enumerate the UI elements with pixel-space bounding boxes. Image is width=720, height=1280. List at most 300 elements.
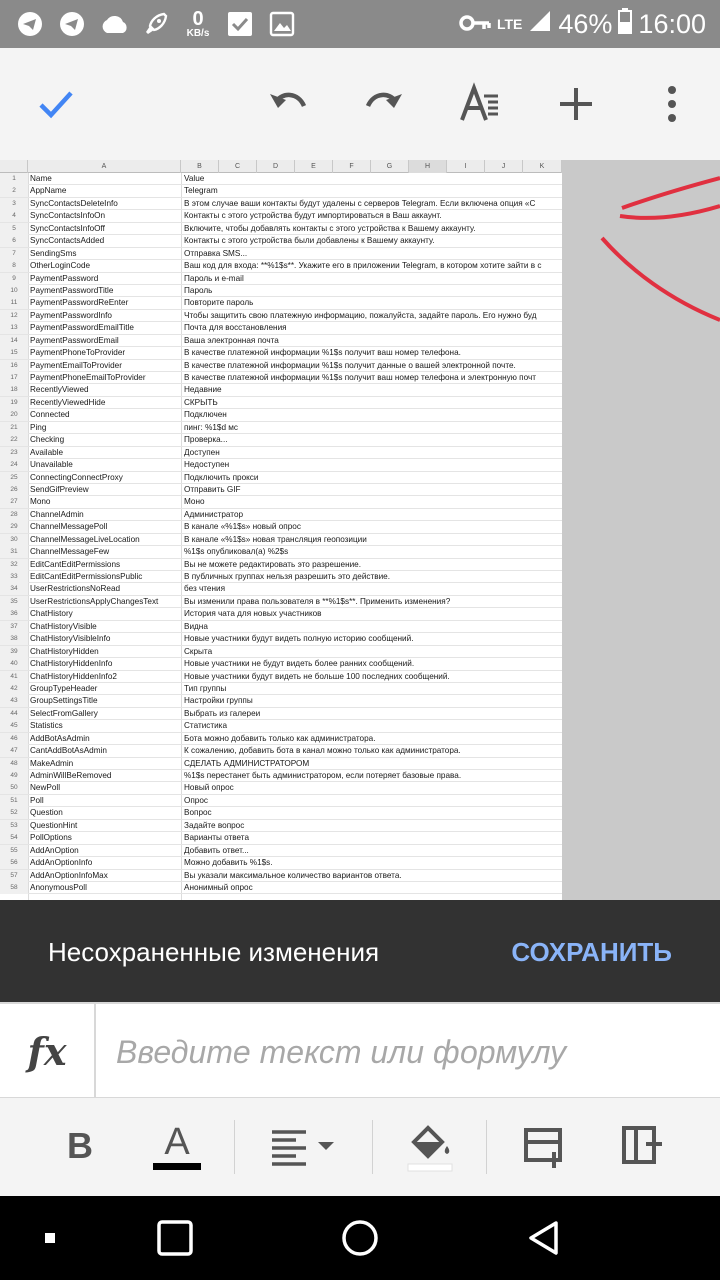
cell-value[interactable]: Новые участники будут видеть не больше 100 последних сообщений. bbox=[184, 671, 450, 681]
undo-button[interactable] bbox=[260, 76, 316, 132]
formula-input[interactable] bbox=[116, 1032, 706, 1072]
clock: 16:00 bbox=[638, 8, 706, 39]
cell-value[interactable]: В качестве платежной информации %1$s получит данные о вашей электронной почте. bbox=[184, 360, 516, 370]
cell-value[interactable]: Задайте вопрос bbox=[184, 820, 245, 830]
row-number[interactable]: 27 bbox=[0, 496, 28, 508]
table-row[interactable] bbox=[0, 409, 562, 421]
key-icon bbox=[459, 9, 491, 40]
cell-name[interactable]: PaymentPassword bbox=[30, 273, 99, 283]
table-row[interactable] bbox=[0, 397, 562, 409]
row-number[interactable]: 51 bbox=[0, 795, 28, 807]
table-row[interactable] bbox=[0, 223, 562, 235]
cell-name[interactable]: Poll bbox=[30, 795, 44, 805]
app-toolbar bbox=[0, 48, 720, 160]
bold-label: B bbox=[67, 1125, 93, 1166]
row-number[interactable]: 45 bbox=[0, 720, 28, 732]
row-number[interactable]: 9 bbox=[0, 273, 28, 285]
column-header[interactable]: A bbox=[28, 160, 181, 173]
cell-value[interactable]: Чтобы защитить свою платежную информацию, пожалуйста, задайте пароль. Его нужно буд bbox=[184, 310, 537, 320]
cell-name[interactable]: Statistics bbox=[30, 721, 63, 731]
column-header[interactable]: I bbox=[447, 160, 485, 173]
row-number[interactable]: 5 bbox=[0, 223, 28, 235]
table-row[interactable] bbox=[0, 733, 562, 745]
divider bbox=[372, 1120, 373, 1174]
table-row[interactable] bbox=[0, 235, 562, 247]
cell-name[interactable]: SyncContactsDeleteInfo bbox=[30, 198, 118, 208]
sheet-rows bbox=[0, 173, 562, 894]
row-number[interactable]: 24 bbox=[0, 459, 28, 471]
cell-name[interactable]: AdminWillBeRemoved bbox=[30, 771, 112, 780]
status-bar bbox=[0, 0, 720, 48]
cell-name[interactable]: Mono bbox=[30, 497, 51, 507]
cell-value[interactable]: Новый опрос bbox=[184, 783, 234, 793]
cell-value[interactable]: Вы не можете редактировать это разрешение. bbox=[184, 559, 361, 569]
cell-name[interactable]: PaymentPasswordTitle bbox=[30, 285, 114, 295]
check-icon bbox=[36, 84, 76, 124]
row-number[interactable]: 18 bbox=[0, 384, 28, 396]
row-number[interactable]: 58 bbox=[0, 882, 28, 894]
square-icon bbox=[157, 1220, 193, 1256]
table-row[interactable] bbox=[0, 248, 562, 260]
cell-value[interactable]: В этом случае ваши контакты будут удалены с серверов Telegram. Если включена опция «С bbox=[184, 198, 536, 208]
row-number[interactable]: 26 bbox=[0, 484, 28, 496]
table-row[interactable] bbox=[0, 185, 562, 197]
cell-value[interactable]: СДЕЛАТЬ АДМИНИСТРАТОРОМ bbox=[184, 758, 310, 768]
cell-name[interactable]: AddBotAsAdmin bbox=[30, 733, 90, 743]
cell-value[interactable]: В канале «%1$s» новая трансляция геопозиции bbox=[184, 534, 367, 544]
row-number[interactable]: 35 bbox=[0, 596, 28, 608]
cell-value[interactable]: Можно добавить %1$s. bbox=[184, 858, 273, 868]
cell-name[interactable]: ChatHistoryHidden bbox=[30, 646, 99, 656]
row-number[interactable]: 30 bbox=[0, 534, 28, 546]
cell-name[interactable]: ChannelMessageLiveLocation bbox=[30, 534, 140, 544]
table-row[interactable] bbox=[0, 198, 562, 210]
insert-row-button[interactable] bbox=[516, 1118, 572, 1174]
cell-value[interactable]: Статистика bbox=[184, 721, 228, 731]
cell-value[interactable]: Подключен bbox=[184, 410, 227, 420]
cell-name[interactable]: Checking bbox=[30, 435, 65, 445]
cell-value[interactable]: Контакты с этого устройства были добавлены к Вашему аккаунту. bbox=[184, 236, 435, 246]
row-number[interactable]: 32 bbox=[0, 559, 28, 571]
telegram-notification-icon bbox=[14, 8, 46, 40]
row-number[interactable]: 20 bbox=[0, 409, 28, 421]
cell-name[interactable]: PaymentPasswordEmail bbox=[30, 335, 119, 345]
table-row[interactable] bbox=[0, 795, 562, 807]
more-vert-icon bbox=[666, 84, 678, 124]
table-row[interactable] bbox=[0, 322, 562, 334]
table-row[interactable] bbox=[0, 807, 562, 819]
table-row[interactable] bbox=[0, 857, 562, 869]
square-small-icon bbox=[45, 1233, 55, 1243]
cell-value[interactable]: Включите, чтобы добавлять контакты с этого устройства к Вашему аккаунту. bbox=[184, 223, 476, 233]
row-number[interactable]: 8 bbox=[0, 260, 28, 272]
cell-name[interactable]: SyncContactsInfoOn bbox=[30, 211, 106, 221]
table-row[interactable] bbox=[0, 434, 562, 446]
table-row[interactable] bbox=[0, 372, 562, 384]
table-row[interactable] bbox=[0, 285, 562, 297]
row-number[interactable]: 19 bbox=[0, 397, 28, 409]
row-number[interactable]: 4 bbox=[0, 210, 28, 222]
row-number[interactable]: 39 bbox=[0, 646, 28, 658]
row-number[interactable]: 49 bbox=[0, 770, 28, 782]
cell-value[interactable]: Отправка SMS... bbox=[184, 248, 248, 258]
cell-value[interactable]: Проверка... bbox=[184, 435, 228, 445]
cell-value[interactable]: Новые участники не будут видеть более ранних сообщений. bbox=[184, 659, 415, 669]
row-number[interactable]: 6 bbox=[0, 235, 28, 247]
cell-value[interactable]: Вы указали максимальное количество вариантов ответа. bbox=[184, 870, 402, 880]
table-row[interactable] bbox=[0, 770, 562, 782]
column-header[interactable]: C bbox=[219, 160, 257, 173]
row-number[interactable]: 2 bbox=[0, 185, 28, 197]
cell-name[interactable]: Connected bbox=[30, 410, 70, 420]
add-icon bbox=[556, 84, 596, 124]
cell-name[interactable]: ChatHistoryVisibleInfo bbox=[30, 634, 111, 644]
table-row[interactable] bbox=[0, 845, 562, 857]
table-row[interactable] bbox=[0, 646, 562, 658]
column-header[interactable]: G bbox=[371, 160, 409, 173]
table-row[interactable] bbox=[0, 720, 562, 732]
cell-name[interactable]: AddAnOption bbox=[30, 845, 79, 855]
cell-name[interactable]: Question bbox=[30, 808, 63, 818]
cell-value[interactable]: Пароль и e-mail bbox=[184, 273, 244, 283]
cell-name[interactable]: AddAnOptionInfoMax bbox=[30, 870, 108, 880]
cell-name[interactable]: ChatHistoryVisible bbox=[30, 621, 97, 631]
cell-name[interactable]: UserRestrictionsApplyChangesText bbox=[30, 596, 159, 606]
cell-name[interactable]: GroupTypeHeader bbox=[30, 683, 98, 693]
table-row[interactable] bbox=[0, 832, 562, 844]
row-number[interactable]: 40 bbox=[0, 658, 28, 670]
cell-value[interactable]: Администратор bbox=[184, 509, 244, 519]
cell-name[interactable]: SyncContactsAdded bbox=[30, 236, 105, 246]
table-row[interactable] bbox=[0, 658, 562, 670]
cell-name[interactable]: PaymentPasswordInfo bbox=[30, 310, 112, 320]
cell-name[interactable]: SendGifPreview bbox=[30, 484, 89, 494]
table-row[interactable] bbox=[0, 546, 562, 558]
cell-name[interactable]: QuestionHint bbox=[30, 820, 78, 830]
fill-color-button[interactable] bbox=[402, 1118, 458, 1174]
table-row[interactable] bbox=[0, 683, 562, 695]
row-number[interactable]: 46 bbox=[0, 733, 28, 745]
row-number[interactable]: 53 bbox=[0, 820, 28, 832]
cell-name[interactable]: EditCantEditPermissionsPublic bbox=[30, 572, 143, 581]
row-number[interactable]: 34 bbox=[0, 583, 28, 595]
cell-name[interactable]: ChatHistoryHiddenInfo2 bbox=[30, 671, 117, 681]
table-row[interactable] bbox=[0, 621, 562, 633]
undo-icon bbox=[266, 82, 310, 126]
row-number[interactable]: 33 bbox=[0, 571, 28, 583]
cell-name[interactable]: ConnectingConnectProxy bbox=[30, 472, 123, 482]
cell-value[interactable]: Почта для восстановления bbox=[184, 323, 287, 333]
cell-value[interactable]: Вы изменили права пользователя в **%1$s**. Применить изменения? bbox=[184, 596, 451, 606]
more-options-button[interactable] bbox=[644, 76, 700, 132]
cell-value[interactable]: %1$s опубликовал(а) %2$s bbox=[184, 547, 289, 557]
cell-name[interactable]: RecentlyViewedHide bbox=[30, 397, 106, 407]
cell-name[interactable]: ChannelAdmin bbox=[30, 509, 84, 519]
table-row[interactable] bbox=[0, 782, 562, 794]
navigation-bar bbox=[0, 1196, 720, 1280]
cell-name[interactable]: ChatHistory bbox=[30, 609, 73, 619]
cell-name[interactable]: UserRestrictionsNoRead bbox=[30, 584, 121, 594]
cell-value[interactable]: В качестве платежной информации %1$s получит ваш номер телефона и электронную почт bbox=[184, 373, 536, 382]
cell-value[interactable]: Новые участники будут видеть полную историю сообщений. bbox=[184, 634, 414, 644]
cell-value[interactable]: Ваша электронная почта bbox=[184, 335, 279, 345]
cell-value[interactable]: В публичных группах нельзя разрешить это действие. bbox=[184, 572, 390, 581]
row-number[interactable]: 38 bbox=[0, 633, 28, 645]
cell-value[interactable]: В канале «%1$s» новый опрос bbox=[184, 522, 301, 532]
table-row[interactable] bbox=[0, 708, 562, 720]
row-number[interactable]: 15 bbox=[0, 347, 28, 359]
cell-name[interactable]: ChannelMessagePoll bbox=[30, 522, 108, 532]
row-number[interactable]: 25 bbox=[0, 472, 28, 484]
red-annotation-scribble bbox=[590, 160, 720, 490]
table-row[interactable] bbox=[0, 335, 562, 347]
signal-icon bbox=[528, 9, 552, 40]
cell-name[interactable]: MakeAdmin bbox=[30, 758, 74, 768]
cloud-icon bbox=[98, 8, 130, 40]
cell-name[interactable]: SelectFromGallery bbox=[30, 708, 98, 718]
column-header[interactable]: E bbox=[295, 160, 333, 173]
table-row[interactable] bbox=[0, 758, 562, 770]
table-row[interactable] bbox=[0, 882, 562, 894]
cell-name[interactable]: PaymentPasswordReEnter bbox=[30, 298, 129, 308]
table-row[interactable] bbox=[0, 521, 562, 533]
table-row[interactable] bbox=[0, 347, 562, 359]
save-button[interactable]: СОХРАНИТЬ bbox=[511, 937, 672, 967]
cell-name[interactable]: GroupSettingsTitle bbox=[30, 696, 98, 706]
table-row[interactable] bbox=[0, 496, 562, 508]
table-row[interactable] bbox=[0, 360, 562, 372]
unsaved-changes-snackbar bbox=[0, 900, 720, 1002]
cell-name[interactable]: ChatHistoryHiddenInfo bbox=[30, 659, 113, 669]
column-header[interactable]: F bbox=[333, 160, 371, 173]
cell-value[interactable]: Анонимный опрос bbox=[184, 882, 253, 892]
cell-value[interactable]: Моно bbox=[184, 497, 205, 507]
cell-value[interactable]: СКРЫТЬ bbox=[184, 397, 218, 407]
table-row[interactable] bbox=[0, 297, 562, 309]
cell-name[interactable]: CantAddBotAsAdmin bbox=[30, 746, 107, 756]
row-number[interactable]: 42 bbox=[0, 683, 28, 695]
cell-name[interactable]: AnonymousPoll bbox=[30, 882, 87, 892]
cell-value[interactable]: Опрос bbox=[184, 795, 209, 805]
telegram-notification-icon bbox=[56, 8, 88, 40]
cell-value[interactable]: Бота можно добавить только как администратора. bbox=[184, 733, 376, 743]
table-row[interactable] bbox=[0, 633, 562, 645]
insert-button[interactable] bbox=[548, 76, 604, 132]
cell-value[interactable]: Подключить прокси bbox=[184, 472, 259, 482]
table-row[interactable] bbox=[0, 310, 562, 322]
insert-column-button[interactable] bbox=[614, 1118, 670, 1174]
row-number[interactable]: 14 bbox=[0, 335, 28, 347]
cell-name[interactable]: PaymentPhoneToProvider bbox=[30, 348, 126, 358]
cell-value[interactable]: Telegram bbox=[184, 186, 218, 196]
cell-value[interactable]: Value bbox=[184, 174, 205, 183]
table-row[interactable] bbox=[0, 484, 562, 496]
row-number[interactable]: 1 bbox=[0, 173, 28, 185]
network-speed-unit: KB/s bbox=[186, 28, 210, 39]
row-number[interactable]: 7 bbox=[0, 248, 28, 260]
table-row[interactable] bbox=[0, 173, 562, 185]
column-header-row bbox=[0, 160, 562, 173]
cell-name[interactable]: SyncContactsInfoOff bbox=[30, 223, 105, 233]
cell-value[interactable]: Выбрать из галереи bbox=[184, 708, 261, 718]
row-number[interactable]: 13 bbox=[0, 322, 28, 334]
back-nav-button[interactable] bbox=[522, 1216, 566, 1260]
table-row[interactable] bbox=[0, 447, 562, 459]
cell-value[interactable]: пинг: %1$d мс bbox=[184, 422, 239, 432]
table-row[interactable] bbox=[0, 422, 562, 434]
row-number[interactable]: 47 bbox=[0, 745, 28, 757]
cell-value[interactable]: История чата для новых участников bbox=[184, 609, 322, 619]
row-number[interactable]: 36 bbox=[0, 608, 28, 620]
cell-name[interactable]: SendingSms bbox=[30, 248, 77, 258]
table-row[interactable] bbox=[0, 260, 562, 272]
cell-value[interactable]: Добавить ответ... bbox=[184, 845, 249, 855]
cell-value[interactable]: Настройки группы bbox=[184, 696, 253, 706]
row-number[interactable]: 56 bbox=[0, 857, 28, 869]
cell-value[interactable]: без чтения bbox=[184, 584, 226, 594]
row-number[interactable]: 16 bbox=[0, 360, 28, 372]
column-header[interactable]: D bbox=[257, 160, 295, 173]
row-number[interactable]: 12 bbox=[0, 310, 28, 322]
spreadsheet-grid[interactable] bbox=[0, 160, 562, 900]
table-row[interactable] bbox=[0, 472, 562, 484]
cell-name[interactable]: Ping bbox=[30, 422, 47, 432]
row-number[interactable]: 23 bbox=[0, 447, 28, 459]
table-row[interactable] bbox=[0, 671, 562, 683]
cell-name[interactable]: PaymentEmailToProvider bbox=[30, 360, 122, 370]
table-row[interactable] bbox=[0, 534, 562, 546]
cell-name[interactable]: NewPoll bbox=[30, 783, 61, 793]
row-number[interactable]: 3 bbox=[0, 198, 28, 210]
cell-value[interactable]: Тип группы bbox=[184, 683, 227, 693]
row-number[interactable]: 57 bbox=[0, 870, 28, 882]
done-button[interactable] bbox=[28, 76, 84, 132]
bold-button[interactable] bbox=[52, 1118, 108, 1174]
column-header[interactable]: K bbox=[523, 160, 562, 173]
cell-value[interactable]: Доступен bbox=[184, 447, 220, 457]
column-header[interactable]: J bbox=[485, 160, 523, 173]
divider bbox=[234, 1120, 235, 1174]
recents-nav-button[interactable] bbox=[153, 1216, 197, 1260]
table-row[interactable] bbox=[0, 559, 562, 571]
cell-name[interactable]: Available bbox=[30, 447, 64, 457]
row-number[interactable]: 29 bbox=[0, 521, 28, 533]
text-format-icon bbox=[458, 82, 502, 126]
cell-value[interactable]: Скрыта bbox=[184, 646, 213, 656]
cell-value[interactable]: Контакты с этого устройства будут импортироваться в Ваш аккаунт. bbox=[184, 211, 442, 221]
cell-name[interactable]: PaymentPasswordEmailTitle bbox=[30, 323, 134, 333]
select-all-corner[interactable] bbox=[0, 160, 28, 173]
row-number[interactable]: 11 bbox=[0, 297, 28, 309]
table-row[interactable] bbox=[0, 596, 562, 608]
row-number[interactable]: 28 bbox=[0, 509, 28, 521]
function-button[interactable]: fx bbox=[0, 1004, 96, 1098]
text-format-button[interactable] bbox=[452, 76, 508, 132]
divider bbox=[486, 1120, 487, 1174]
cell-name[interactable]: OtherLoginCode bbox=[30, 261, 91, 271]
table-row[interactable] bbox=[0, 745, 562, 757]
home-nav-button[interactable] bbox=[338, 1216, 382, 1260]
table-row[interactable] bbox=[0, 820, 562, 832]
back-triangle-icon bbox=[526, 1220, 562, 1256]
battery-percent: 46% bbox=[558, 8, 613, 39]
cell-name[interactable]: EditCantEditPermissions bbox=[30, 559, 121, 569]
row-number[interactable]: 22 bbox=[0, 434, 28, 446]
table-row[interactable] bbox=[0, 509, 562, 521]
row-number[interactable]: 50 bbox=[0, 782, 28, 794]
table-row[interactable] bbox=[0, 571, 562, 583]
row-number[interactable]: 37 bbox=[0, 621, 28, 633]
network-type: LTE bbox=[496, 16, 523, 32]
sheet-area[interactable] bbox=[0, 160, 720, 900]
cell-name[interactable]: AppName bbox=[30, 186, 67, 196]
row-number[interactable]: 44 bbox=[0, 708, 28, 720]
row-number[interactable]: 31 bbox=[0, 546, 28, 558]
column-header[interactable]: B bbox=[181, 160, 219, 173]
fill-color-icon bbox=[404, 1120, 456, 1172]
cell-value[interactable]: Недавние bbox=[184, 385, 222, 395]
menu-nav-button[interactable] bbox=[28, 1216, 72, 1260]
align-left-icon bbox=[268, 1126, 338, 1166]
row-number[interactable]: 48 bbox=[0, 758, 28, 770]
cell-name[interactable]: PollOptions bbox=[30, 833, 72, 843]
cell-value[interactable]: Вопрос bbox=[184, 808, 212, 818]
column-header[interactable]: H bbox=[409, 160, 447, 173]
cell-name[interactable]: RecentlyViewed bbox=[30, 385, 89, 395]
text-color-button[interactable] bbox=[148, 1118, 206, 1174]
cell-value[interactable]: Варианты ответа bbox=[184, 833, 249, 843]
row-number[interactable]: 41 bbox=[0, 671, 28, 683]
table-row[interactable] bbox=[0, 210, 562, 222]
battery-icon bbox=[618, 8, 632, 41]
row-number[interactable]: 55 bbox=[0, 845, 28, 857]
cell-name[interactable]: Unavailable bbox=[30, 460, 73, 470]
row-number[interactable]: 54 bbox=[0, 832, 28, 844]
table-row[interactable] bbox=[0, 695, 562, 707]
cell-value[interactable]: В качестве платежной информации %1$s получит ваш номер телефона. bbox=[184, 348, 461, 358]
cell-value[interactable]: %1$s перестанет быть администратором, если потеряет базовые права. bbox=[184, 771, 462, 780]
table-row[interactable] bbox=[0, 459, 562, 471]
row-number[interactable]: 43 bbox=[0, 695, 28, 707]
align-button[interactable] bbox=[266, 1118, 340, 1174]
insert-row-icon bbox=[522, 1124, 566, 1168]
cell-value[interactable]: Видна bbox=[184, 621, 208, 631]
cell-value[interactable]: Отправить GIF bbox=[184, 484, 241, 494]
cell-name[interactable]: Name bbox=[30, 174, 52, 183]
cell-value[interactable]: Пароль bbox=[184, 285, 213, 295]
cell-name[interactable]: PaymentPhoneEmailToProvider bbox=[30, 373, 146, 382]
redo-button[interactable] bbox=[356, 76, 412, 132]
row-number[interactable]: 17 bbox=[0, 372, 28, 384]
table-row[interactable] bbox=[0, 384, 562, 396]
cell-name[interactable]: AddAnOptionInfo bbox=[30, 858, 93, 868]
cell-value[interactable]: Недоступен bbox=[184, 460, 230, 470]
circle-icon bbox=[341, 1219, 379, 1257]
row-number[interactable]: 21 bbox=[0, 422, 28, 434]
table-row[interactable] bbox=[0, 583, 562, 595]
format-bar bbox=[0, 1098, 720, 1196]
row-number[interactable]: 52 bbox=[0, 807, 28, 819]
cell-name[interactable]: ChannelMessageFew bbox=[30, 547, 110, 557]
table-row[interactable] bbox=[0, 870, 562, 882]
network-speed-value: 0 bbox=[192, 8, 204, 30]
table-row[interactable] bbox=[0, 608, 562, 620]
table-row[interactable] bbox=[0, 273, 562, 285]
cell-value[interactable]: К сожалению, добавить бота в канал можно только как администратора. bbox=[184, 746, 461, 756]
cell-value[interactable]: Повторите пароль bbox=[184, 298, 254, 308]
cell-value[interactable]: Ваш код для входа: **%1$s**. Укажите его в приложении Telegram, в котором хотите зайти в с bbox=[184, 261, 542, 271]
row-number[interactable]: 10 bbox=[0, 285, 28, 297]
